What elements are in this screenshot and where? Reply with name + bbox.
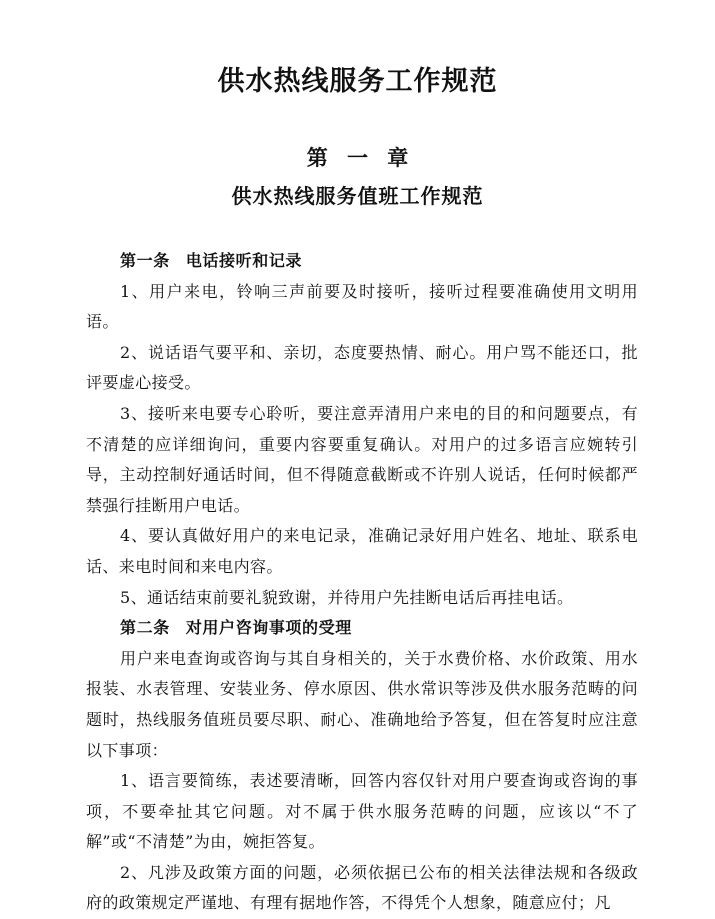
article-2-number: 第二条	[120, 618, 170, 638]
article-1-item-1: 1、用户来电，铃响三声前要及时接听，接听过程要准确使用文明用语。	[86, 281, 638, 332]
article-1-title: 电话接听和记录	[185, 251, 303, 270]
article-1-item-3: 3、接听来电要专心聆听，要注意弄清用户来电的目的和问题要点，有不清楚的应详细询问，重要内容要重复确认。对用户的过多语言应婉转引导，主动控制好通话时间，但不得随意截断或不许别人说话，任何时候都严禁强行挂断用户电话。	[86, 403, 638, 515]
article-1-item-2: 2、说话语气要平和、亲切，态度要热情、耐心。用户骂不能还口，批评要虚心接受。	[86, 342, 638, 393]
document-body	[86, 246, 638, 919]
chapter-number: 第 一 章	[306, 145, 409, 170]
article-2-title: 对用户咨询事项的受理	[185, 618, 352, 638]
article-2-heading	[86, 613, 638, 644]
article-1-number: 第一条	[120, 251, 170, 270]
article-2-item-2: 2、凡涉及政策方面的问题，必须依据已公布的相关法律法规和各级政府的政策规定严谨地、有理有据地作答，不得凭个人想象，随意应付；凡	[86, 862, 638, 913]
article-1-item-4: 4、要认真做好用户的来电记录，准确记录好用户姓名、地址、联系电话、来电时间和来电内容。	[86, 526, 638, 576]
chapter-title: 供水热线服务值班工作规范	[231, 184, 484, 208]
document-title: 供水热线服务工作规范	[217, 66, 498, 97]
article-1-heading	[86, 246, 638, 277]
article-2-item-1: 1、语言要简练，表述要清晰，回答内容仅针对用户要查询或咨询的事项，不要牵扯其它问题。对不属于供水服务范畴的问题，应该以“不了解”或“不清楚”为由，婉拒答复。	[86, 771, 638, 852]
article-2-intro: 用户来电查询或咨询与其自身相关的，关于水费价格、水价政策、用水报装、水表管理、安装业务、停水原因、供水常识等涉及供水服务范畴的问题时，热线服务值班员要尽职、耐心、准确地给予答复，但在答复时应注意以下事项：	[86, 648, 638, 760]
article-1-item-5: 5、通话结束前要礼貌致谢，并待用户先挂断电话后再挂电话。	[120, 587, 574, 607]
